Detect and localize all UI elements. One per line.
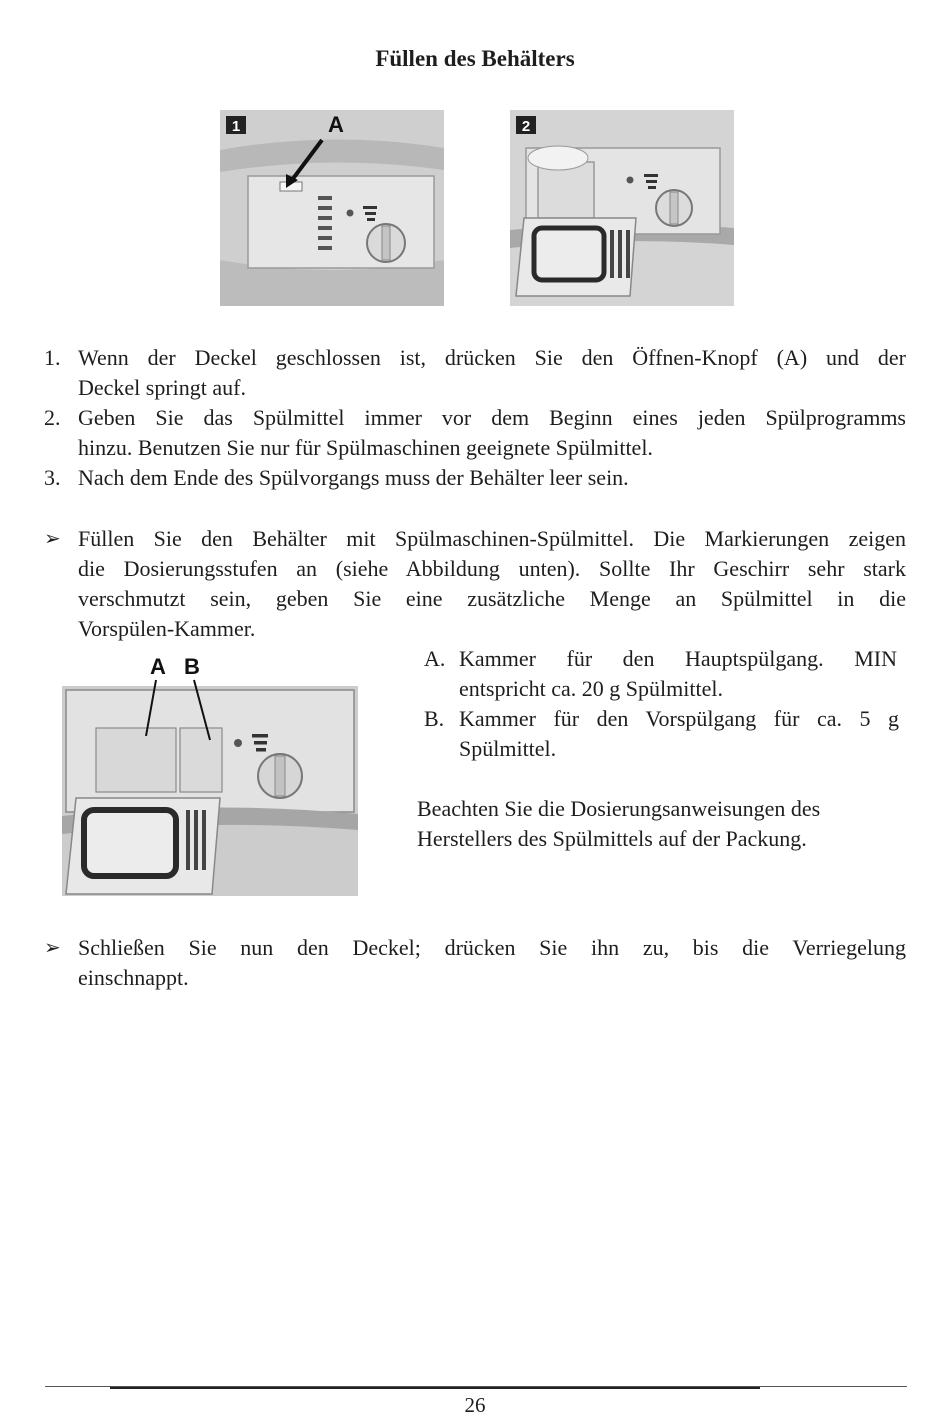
step-1-line-2: Deckel springt auf. [78,375,246,400]
step-3-line-1: Nach dem Ende des Spülvorgangs muss der Behälter leer sein. [78,465,629,490]
step-1-number: 1. [44,345,61,370]
bullet-1-arrow-icon: ➢ [44,528,61,550]
figure-2-number: 2 [521,118,531,135]
figure-1-dispenser-closed [220,110,444,306]
bullet-1-line-2: die Dosierungsstufen an (siehe Abbildung unten). Sollte Ihr Geschirr sehr stark [78,556,906,581]
note-line-1: Beachten Sie die Dosierungsanweisungen des [417,796,821,821]
chamber-a-line-2: entspricht ca. 20 g Spülmittel. [459,676,723,701]
page-title: Füllen des Behälters [375,46,575,71]
chamber-a-letter: A. [424,646,446,671]
figure-1-label-a: A [328,112,344,137]
figure-3-label-a: A [150,654,166,679]
page-number: 26 [464,1393,486,1417]
figure-3-chambers [62,650,358,896]
step-3-number: 3. [44,465,61,490]
step-1-line-1: Wenn der Deckel geschlossen ist, drücken Sie den Öffnen-Knopf (A) und der [78,345,906,370]
chamber-b-line-2: Spülmittel. [459,736,557,761]
bullet-1-line-1: Füllen Sie den Behälter mit Spülmaschinen-Spülmittel. Die Markierungen zeigen [78,526,906,551]
chamber-a-line-1: Kammer für den Hauptspülgang. MIN [459,646,897,671]
chamber-b-line-1: Kammer für den Vorspülgang für ca. 5 g [459,706,899,731]
step-2-line-2: hinzu. Benutzen Sie nur für Spülmaschinen geeignete Spülmittel. [78,435,653,460]
step-2-number: 2. [44,405,61,430]
bullet-1-line-4: Vorspülen-Kammer. [78,616,256,641]
bullet-1-line-3: verschmutzt sein, geben Sie eine zusätzliche Menge an Spülmittel in die [78,586,906,611]
figure-2-dispenser-open [510,110,734,306]
bullet-2-arrow-icon: ➢ [44,937,61,959]
step-2-line-1: Geben Sie das Spülmittel immer vor dem Beginn eines jeden Spülprogramms [78,405,906,430]
figure-1-number: 1 [231,118,241,135]
note-line-2: Herstellers des Spülmittels auf der Packung. [417,826,807,851]
bullet-2-line-2: einschnappt. [78,965,189,990]
figure-3-label-b: B [184,654,200,679]
footer-rule-thick [110,1387,760,1389]
chamber-b-letter: B. [424,706,445,731]
bullet-2-line-1: Schließen Sie nun den Deckel; drücken Sie ihn zu, bis die Verriegelung [78,935,906,960]
